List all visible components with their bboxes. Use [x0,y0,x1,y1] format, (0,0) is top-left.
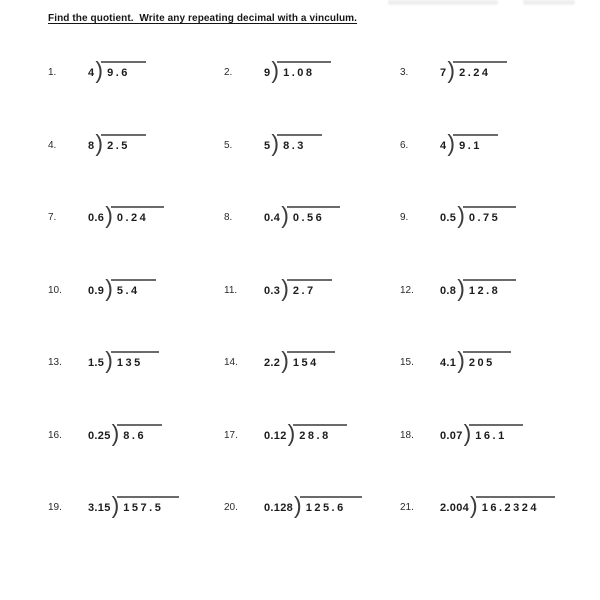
division-problem [400,57,580,133]
division-bracket: ) [271,129,280,156]
divisor: 1.5 [88,357,105,369]
divisor: 5 [264,139,271,152]
dividend-under-vinculum: 8.3 [277,134,322,152]
long-division-expression [440,57,507,83]
division-bracket: ) [447,129,456,156]
dividend-under-vinculum: 9.6 [101,61,146,79]
problem-number: 2. [224,67,233,78]
divisor: 4 [88,67,95,79]
divisor: 0.07 [440,429,463,442]
division-problem [48,129,224,206]
dividend-under-vinculum: 135 [111,351,159,369]
dividend-under-vinculum: 12.8 [463,279,516,297]
division-bracket: ) [463,419,472,446]
dividend-under-vinculum: 0.56 [287,206,340,224]
problem-number: 11. [224,284,238,296]
problem-number: 4. [48,139,57,151]
division-problem [400,274,580,351]
dividend-under-vinculum: 16.2324 [476,496,555,514]
long-division-expression [440,202,516,228]
divisor: 0.9 [88,284,105,297]
division-problem [224,202,400,278]
division-problem [224,347,400,423]
division-bracket: ) [105,274,113,301]
long-division-expression [264,202,340,228]
division-bracket: ) [470,492,478,518]
long-division-expression [264,492,362,518]
problem-number: 1. [48,67,57,78]
divisor: 2.004 [440,502,470,514]
division-problem [48,202,224,278]
long-division-expression [88,492,179,518]
divisor: 0.6 [88,212,105,224]
division-problem [48,57,224,133]
divisor: 0.4 [264,212,281,224]
divisor: 4.1 [440,357,457,369]
long-division-expression [264,419,347,446]
problems-grid [48,57,588,568]
division-problem [48,492,224,568]
divisor: 8 [88,139,95,152]
dividend-under-vinculum: 0.75 [463,206,516,224]
division-problem [224,492,400,568]
long-division-expression [440,347,511,373]
division-problem [400,129,580,206]
problem-number: 13. [48,357,62,368]
long-division-expression [264,129,322,156]
division-bracket: ) [111,492,120,518]
divisor: 0.3 [264,284,281,297]
long-division-expression [440,419,523,446]
problem-number: 6. [400,139,409,151]
problem-number: 12. [400,284,414,296]
division-problem [224,129,400,206]
instructions-text: Find the quotient. Write any repeating decimal with a vinculum. [48,13,358,24]
long-division-expression [440,129,498,156]
dividend-under-vinculum: 2.5 [101,134,146,152]
problem-number: 10. [48,284,62,296]
problem-number: 15. [400,357,414,368]
dividend-under-vinculum: 125.6 [300,496,362,514]
dividend-under-vinculum: 8.6 [117,424,162,442]
divisor: 7 [440,67,447,79]
problem-number: 17. [224,429,238,441]
dividend-under-vinculum: 16.1 [469,424,522,442]
divisor: 4 [440,139,447,152]
problem-number: 14. [224,357,238,368]
division-bracket: ) [457,274,465,301]
division-bracket: ) [105,202,113,228]
divisor: 9 [264,67,271,79]
division-bracket: ) [95,129,104,156]
problem-number: 19. [48,502,62,513]
division-problem [224,274,400,351]
cutoff-print-artifact [523,0,575,5]
division-bracket: ) [271,57,280,83]
division-problem [224,419,400,496]
division-bracket: ) [111,419,120,446]
dividend-under-vinculum: 154 [287,351,335,369]
division-bracket: ) [95,57,104,83]
dividend-under-vinculum: 1.08 [277,61,330,79]
division-bracket: ) [287,419,296,446]
long-division-expression [88,57,146,83]
division-problem [400,202,580,278]
long-division-expression [440,492,555,518]
long-division-expression [440,274,516,301]
divisor: 2.2 [264,357,281,369]
cutoff-print-artifact [388,0,498,5]
problem-number: 3. [400,67,409,78]
problem-number: 9. [400,212,409,223]
division-problem [400,419,580,496]
problem-number: 20. [224,502,238,513]
division-bracket: ) [294,492,302,518]
division-bracket: ) [447,57,456,83]
division-problem [224,57,400,133]
dividend-under-vinculum: 2.24 [453,61,506,79]
dividend-under-vinculum: 157.5 [117,496,179,514]
division-bracket: ) [281,347,289,373]
division-problem [48,419,224,496]
problem-number: 8. [224,212,233,223]
divisor: 0.128 [264,502,294,514]
divisor: 0.8 [440,284,457,297]
long-division-expression [264,274,332,301]
division-problem [400,347,580,423]
long-division-expression [88,202,164,228]
division-problem [48,274,224,351]
division-bracket: ) [281,274,289,301]
dividend-under-vinculum: 28.8 [293,424,346,442]
divisor: 3.15 [88,502,111,514]
long-division-expression [264,57,331,83]
long-division-expression [88,274,156,301]
problem-number: 7. [48,212,57,223]
divisor: 0.5 [440,212,457,224]
long-division-expression [88,129,146,156]
division-problem [48,347,224,423]
dividend-under-vinculum: 5.4 [111,279,156,297]
long-division-expression [88,419,162,446]
division-bracket: ) [105,347,113,373]
problem-number: 16. [48,429,62,441]
divisor: 0.25 [88,429,111,442]
division-problem [400,492,580,568]
division-bracket: ) [457,347,465,373]
dividend-under-vinculum: 205 [463,351,511,369]
dividend-under-vinculum: 2.7 [287,279,332,297]
division-bracket: ) [457,202,465,228]
problem-number: 21. [400,502,414,513]
problem-number: 5. [224,139,233,151]
long-division-expression [264,347,335,373]
divisor: 0.12 [264,429,287,442]
division-bracket: ) [281,202,289,228]
long-division-expression [88,347,159,373]
problem-number: 18. [400,429,414,441]
dividend-under-vinculum: 9.1 [453,134,498,152]
dividend-under-vinculum: 0.24 [111,206,164,224]
